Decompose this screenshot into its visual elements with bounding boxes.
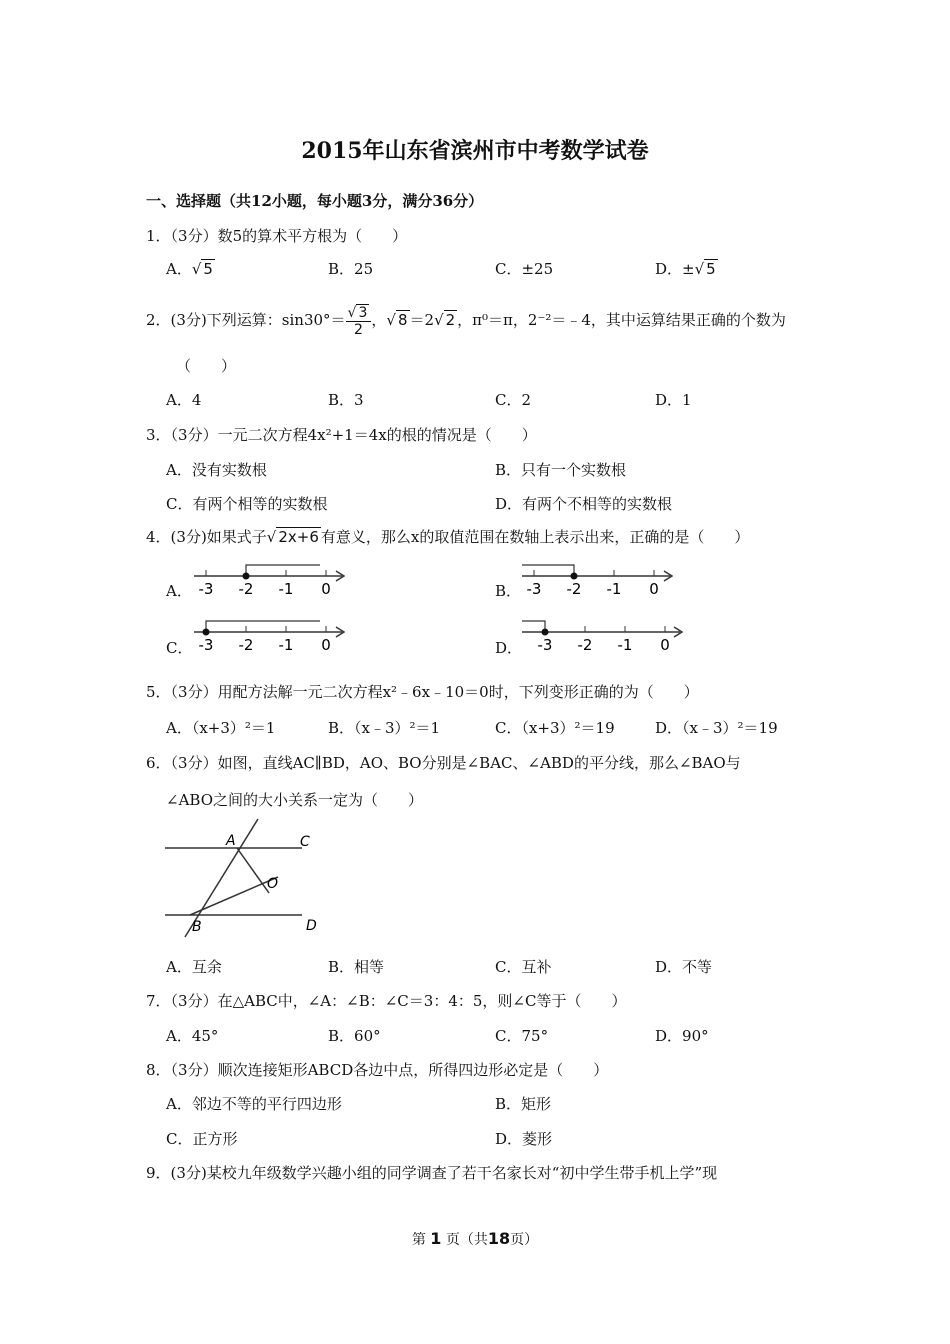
q7-option-a: A．45°: [166, 1027, 219, 1045]
q4-option-a-numberline: [190, 560, 350, 602]
q4d-tick-0: 0: [660, 636, 670, 654]
q4d-tick-m1: -1: [617, 636, 633, 654]
q4-option-b-numberline: [518, 560, 678, 602]
q4-stem: 4．(3分)如果式子√ 2x+6 有意义，那么x的取值范围在数轴上表示出来，正确的是（ ）: [146, 528, 750, 546]
q6-stem-line2: ∠ABO之间的大小关系一定为（ ）: [166, 791, 424, 809]
footer-suffix: 页）: [510, 1232, 539, 1248]
page-footer: [0, 1229, 950, 1249]
q6-label-b: B: [192, 919, 202, 935]
q4b-tick-m3: -3: [526, 580, 542, 598]
q4c-tick-m3: -3: [198, 636, 214, 654]
q6-label-a: A: [226, 833, 236, 849]
q8-option-c: C．正方形: [166, 1130, 238, 1148]
q7-stem: 7．（3分）在△ABC中，∠A：∠B：∠C＝3：4：5，则∠C等于（ ）: [146, 992, 627, 1010]
q2-stem: 2．(3分)下列运算：sin30°＝ $\frac{√ 3}{2}$ ，√ 8 ＝2√ 2 ，π⁰＝π，2⁻²＝﹣4，其中运算结果正确的个数为: [146, 305, 786, 338]
footer-total-pages: 18: [487, 1229, 511, 1248]
q4-option-d-label: D．: [495, 639, 523, 657]
q4b-tick-0: 0: [649, 580, 659, 598]
q3-option-d: D．有两个不相等的实数根: [495, 495, 673, 513]
q4a-tick-m1: -1: [278, 580, 294, 598]
q3-option-b: B．只有一个实数根: [495, 461, 627, 479]
q2-option-a: A．4: [166, 391, 202, 409]
q3-stem: 3．（3分）一元二次方程4x²+1＝4x的根的情况是（ ）: [146, 426, 537, 444]
footer-page-number: 1: [430, 1229, 442, 1248]
q1-option-d-label: D．±: [655, 260, 695, 278]
q8-option-d: D．菱形: [495, 1130, 553, 1148]
q4a-tick-0: 0: [321, 580, 331, 598]
q6-stem-line1: 6．（3分）如图，直线AC∥BD，AO、BO分别是∠BAC、∠ABD的平分线，那么∠BAO与: [146, 754, 741, 772]
q5-stem: 5．（3分）用配方法解一元二次方程x²﹣6x﹣10＝0时，下列变形正确的为（ ）: [146, 683, 699, 701]
q2-option-c: C．2: [495, 391, 532, 409]
q8-stem: 8．（3分）顺次连接矩形ABCD各边中点，所得四边形必定是（ ）: [146, 1061, 609, 1079]
q7-option-b: B．60°: [328, 1027, 381, 1045]
q4b-tick-m2: -2: [566, 580, 582, 598]
q9-stem: 9．(3分)某校九年级数学兴趣小组的同学调查了若干名家长对“初中学生带手机上学”现: [146, 1164, 718, 1182]
q6-option-d: D．不等: [655, 958, 713, 976]
q4c-tick-m2: -2: [238, 636, 254, 654]
q6-label-c: C: [300, 834, 310, 850]
q8-option-b: B．矩形: [495, 1095, 552, 1113]
q4-option-c-label: C．: [166, 639, 193, 657]
q1-stem: 1．（3分）数5的算术平方根为（ ）: [146, 227, 408, 245]
q6-geometry-figure: [160, 815, 330, 940]
q4-option-b-label: B．: [495, 582, 522, 600]
q4-option-d-numberline: [518, 616, 688, 658]
q4c-tick-0: 0: [321, 636, 331, 654]
q4-option-c-numberline: [190, 616, 350, 658]
q2-stem-end: ，π⁰＝π，2⁻²＝﹣4，其中运算结果正确的个数为: [457, 311, 786, 329]
page-title: 2015年山东省滨州市中考数学试卷: [301, 138, 649, 164]
q3-option-c: C．有两个相等的实数根: [166, 495, 328, 513]
q1-option-c: C．±25: [495, 260, 554, 278]
q4-stem-start: 4．(3分)如果式子: [146, 528, 267, 546]
q6-label-d: D: [306, 918, 317, 934]
q4b-tick-m1: -1: [606, 580, 622, 598]
q4d-tick-m3: -3: [537, 636, 553, 654]
q7-option-c: C．75°: [495, 1027, 549, 1045]
q1-option-a: A．√ 5: [166, 260, 213, 278]
q4-stem-end: 有意义，那么x的取值范围在数轴上表示出来，正确的是（ ）: [320, 528, 750, 546]
q2-fraction: $\frac{√ 3}{2}$: [346, 304, 372, 338]
q3-option-a: A．没有实数根: [166, 461, 267, 479]
q4a-tick-m2: -2: [238, 580, 254, 598]
q6-label-o: O: [267, 876, 279, 892]
q4d-tick-m2: -2: [577, 636, 593, 654]
section-heading: 一、选择题（共12小题，每小题3分，满分36分）: [146, 192, 484, 210]
q2-radical-8: 8: [397, 311, 408, 329]
q7-option-d: D．90°: [655, 1027, 709, 1045]
q2-radical-2: 2: [445, 311, 456, 329]
q6-option-c: C．互补: [495, 958, 552, 976]
q2-stem-start: 2．(3分)下列运算：sin30°＝: [146, 311, 346, 329]
footer-middle: 页（共: [445, 1232, 488, 1248]
q6-option-a: A．互余: [166, 958, 222, 976]
q1-option-a-label: A．: [166, 260, 192, 278]
q6-option-b: B．相等: [328, 958, 385, 976]
q2-fraction-numerator: 3: [358, 305, 368, 321]
q4c-tick-m1: -1: [278, 636, 294, 654]
q1-option-d: D．±√ 5: [655, 260, 716, 278]
q2-fraction-denominator: 2: [354, 322, 363, 338]
q2-option-b: B．3: [328, 391, 364, 409]
q8-option-a: A．邻边不等的平行四边形: [166, 1095, 342, 1113]
q1-option-a-radicand: 5: [203, 260, 213, 278]
footer-prefix: 第: [411, 1232, 426, 1248]
q1-option-d-radicand: 5: [706, 260, 716, 278]
q5-option-c: C．（x+3）²＝19: [495, 719, 615, 737]
q4a-tick-m3: -3: [198, 580, 214, 598]
q5-option-b: B．（x﹣3）²＝1: [328, 719, 441, 737]
q2-comma: ，: [371, 311, 387, 329]
q5-option-d: D．（x﹣3）²＝19: [655, 719, 778, 737]
q1-option-b: B．25: [328, 260, 374, 278]
q2-equals: ＝2: [409, 311, 435, 329]
q4-option-a-label: A．: [166, 582, 192, 600]
q5-option-a: A．（x+3）²＝1: [166, 719, 276, 737]
q2-option-d: D．1: [655, 391, 692, 409]
q4-radicand: 2x+6: [278, 528, 319, 546]
q2-paren: （ ）: [176, 357, 237, 375]
